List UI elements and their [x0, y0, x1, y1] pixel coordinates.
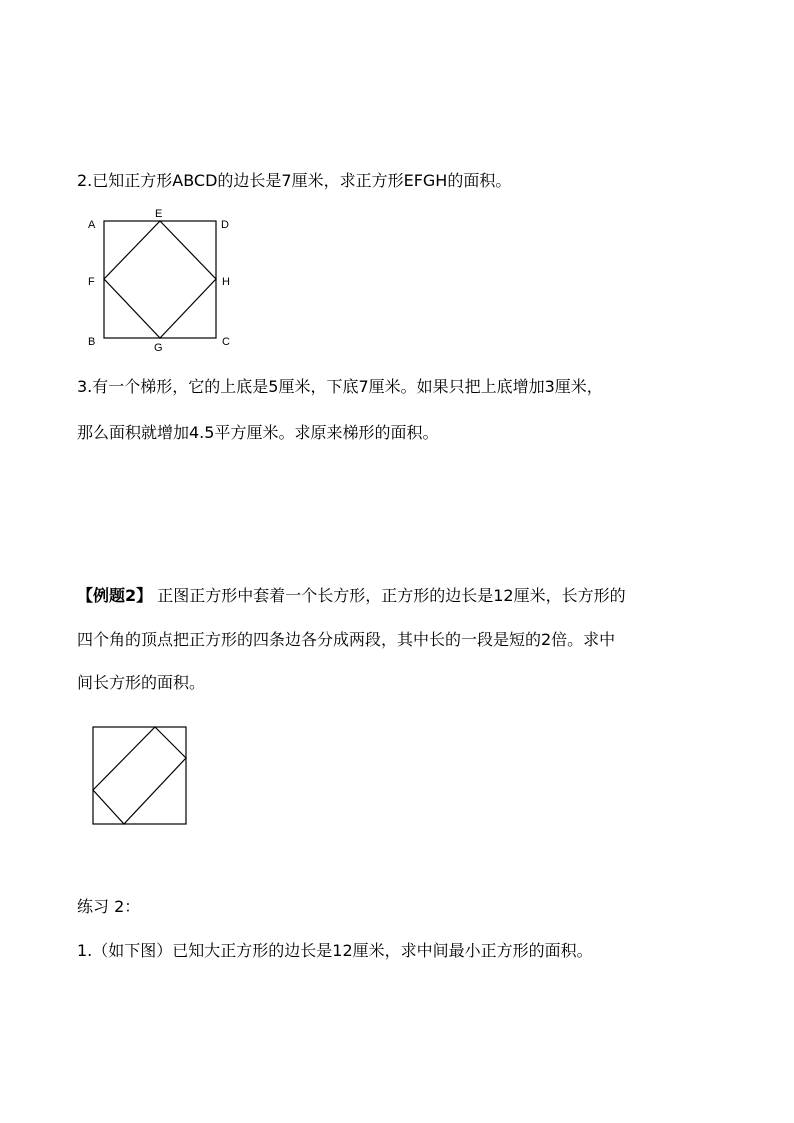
example-2-line-1-text: 正图正方形中套着一个长方形，正方形的边长是12厘米，长方形的	[152, 586, 626, 605]
label-g: G	[154, 342, 163, 354]
example-2-line-3: 间长方形的面积。	[77, 673, 206, 692]
problem-3-line-2: 那么面积就增加4.5平方厘米。求原来梯形的面积。	[77, 423, 439, 442]
practice-2-question-1: 1.（如下图）已知大正方形的边长是12厘米，求中间最小正方形的面积。	[77, 941, 593, 960]
inner-square-efgh	[104, 221, 216, 338]
inner-rectangle	[93, 727, 186, 824]
label-a: A	[88, 219, 96, 231]
label-e: E	[155, 208, 163, 220]
label-b: B	[88, 336, 96, 348]
label-c: C	[222, 336, 230, 348]
square-with-rectangle-figure	[88, 722, 194, 830]
label-f: F	[88, 276, 95, 288]
outer-square-abcd	[104, 221, 216, 338]
example-2-tag: 【例题2】	[77, 586, 153, 605]
square-abcd-figure	[85, 205, 245, 355]
example-2-line-1	[77, 586, 626, 606]
label-h: H	[222, 276, 230, 288]
example-2-line-2: 四个角的顶点把正方形的四条边各分成两段，其中长的一段是短的2倍。求中	[77, 630, 616, 649]
problem-3-line-1: 3.有一个梯形，它的上底是5厘米，下底7厘米。如果只把上底增加3厘米，	[77, 377, 603, 396]
problem-2-text: 2.已知正方形ABCD的边长是7厘米，求正方形EFGH的面积。	[77, 171, 512, 190]
label-d: D	[221, 219, 229, 231]
practice-2-heading: 练习 2：	[77, 897, 141, 916]
